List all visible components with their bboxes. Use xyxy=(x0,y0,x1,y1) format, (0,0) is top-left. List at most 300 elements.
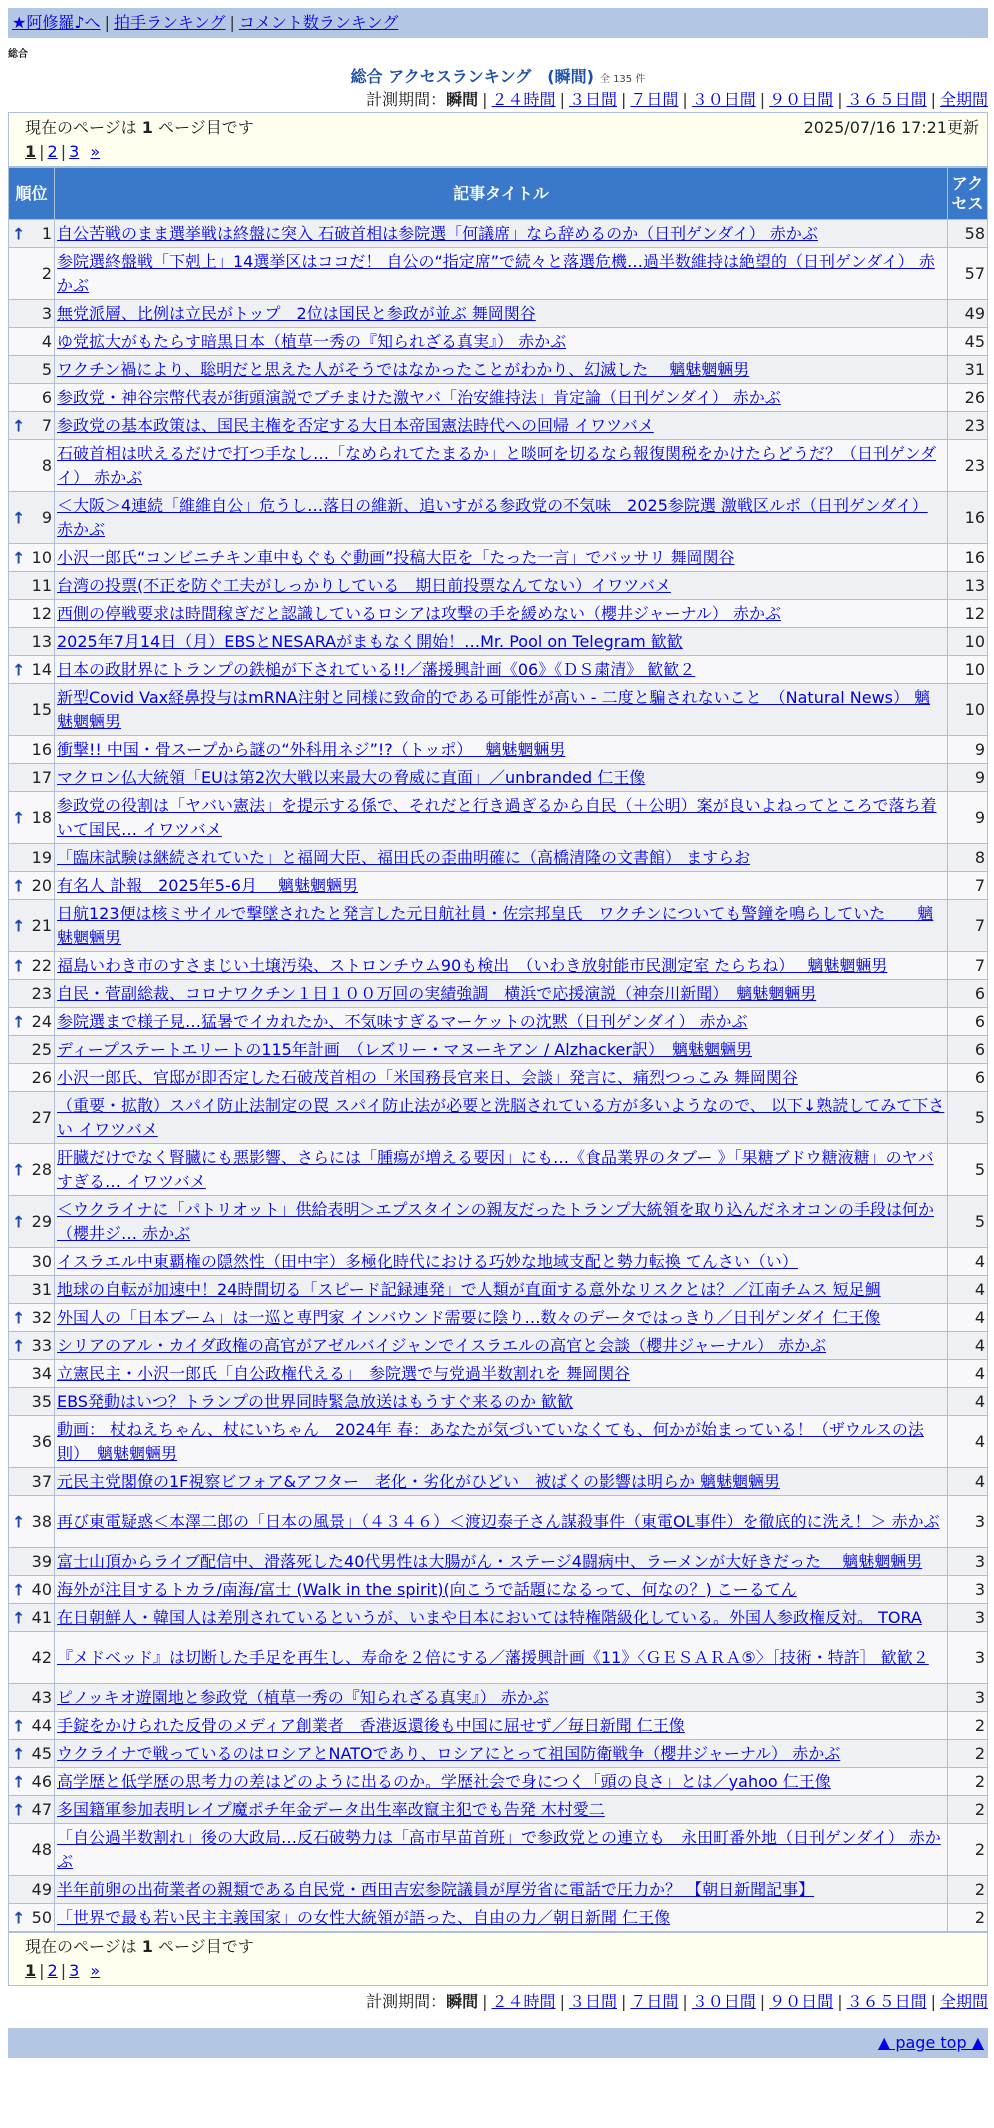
page-link[interactable]: 2 xyxy=(47,142,58,161)
article-link[interactable]: EBS発動はいつ？トランプの世界同時緊急放送はもうすぐ来るのか 歓歓 xyxy=(57,1391,574,1411)
title-cell xyxy=(55,1684,948,1712)
access-count: 7 xyxy=(948,952,988,980)
rank-number: 1 xyxy=(41,224,52,243)
article-link[interactable]: 2025年7月14日（月）EBSとNESARAがまもなく開始！…Mr. Pool on Telegram 歓歓 xyxy=(57,631,683,651)
title-cell xyxy=(55,492,948,544)
rank-cell xyxy=(9,1576,55,1604)
bottom-period-link[interactable]: 全期間 xyxy=(939,1992,988,2011)
rank-number: 3 xyxy=(41,304,52,323)
separator: | xyxy=(620,90,627,109)
rank-number: 49 xyxy=(31,1880,52,1899)
rank-number: 48 xyxy=(31,1840,52,1859)
rank-number: 42 xyxy=(31,1648,52,1667)
article-link[interactable]: 『メドベッド』は切断した手足を再生し、寿命を２倍にする／藩援興計画《11》〈ＧＥＳＡＲＡ⑤〉［技術・特許］ 歓歓２ xyxy=(57,1647,929,1667)
article-link[interactable]: 手錠をかけられた反骨のメディア創業者 香港返還後も中国に屈せず／毎日新聞 仁王像 xyxy=(57,1715,685,1735)
rank-number: 7 xyxy=(41,416,52,435)
article-link[interactable]: マクロン仏大統領「EUは第2次大戦以来最大の脅威に直面」／unbranded 仁王像 xyxy=(57,767,646,787)
article-link[interactable]: （重要・拡散）スパイ防止法制定の罠 スパイ防止法が必要と洗脳されている方が多いようなので、 以下↓熟読してみて下さい イワツバメ xyxy=(57,1095,945,1139)
article-link[interactable]: 元民主党閣僚の1F視察ビフォア&アフター 老化・劣化がひどい 被ばくの影響は明らか 魑魅魍魎男 xyxy=(57,1471,781,1491)
up-arrow-icon: ↑ xyxy=(12,548,26,567)
access-count: 9 xyxy=(948,764,988,792)
access-count: 2 xyxy=(948,1796,988,1824)
header-access: アクセス xyxy=(948,168,988,220)
article-link[interactable]: ディープステートエリートの115年計画 （レズリー・マヌーキアン / Alzhacker訳） 魑魅魍魎男 xyxy=(57,1039,752,1059)
rank-cell xyxy=(9,1304,55,1332)
bottom-period-link[interactable]: ９０日間 xyxy=(769,1992,834,2011)
up-arrow-icon: ↑ xyxy=(12,956,26,975)
article-link[interactable]: ワクチン禍により、聡明だと思えた人がそうではなかったことがわかり、幻滅した 魑魅魍魎男 xyxy=(57,359,750,379)
pagination xyxy=(25,140,979,166)
title-cell xyxy=(55,736,948,764)
table-row xyxy=(9,656,988,684)
rank-cell xyxy=(9,1740,55,1768)
article-link[interactable]: シリアのアル・カイダ政権の高官がアゼルバイジャンでイスラエルの高官と会談（櫻井ジャーナル） 赤かぶ xyxy=(57,1335,827,1355)
access-count: 13 xyxy=(948,572,988,600)
article-link[interactable]: 参院選まで様子見…猛暑でイカれたか、不気味すぎるマーケットの沈黙（日刊ゲンダイ） 赤かぶ xyxy=(57,1011,748,1031)
article-link[interactable]: 地球の自転が加速中！24時間切る「スピード記録連発」で人類が直面する意外なリスクとは？／江南チムス 短足鯛 xyxy=(57,1279,881,1299)
access-count: 10 xyxy=(948,684,988,736)
rank-number: 27 xyxy=(31,1108,52,1127)
table-row xyxy=(9,1576,988,1604)
article-link[interactable]: 高学歴と低学歴の思考力の差はどのように出るのか。学歴社会で身につく「頭の良さ」とは／yahoo 仁王像 xyxy=(57,1771,831,1791)
bottom-period-label: 計測期間： xyxy=(366,1992,447,2011)
rank-number: 24 xyxy=(31,1012,52,1031)
rank-number: 37 xyxy=(31,1472,52,1491)
title-cell xyxy=(55,328,948,356)
footer-bar xyxy=(8,2028,988,2058)
rank-number: 16 xyxy=(31,740,52,759)
article-link[interactable]: 参政党の基本政策は、国民主権を否定する大日本帝国憲法時代への回帰 イワツバメ xyxy=(57,415,654,435)
access-count: 49 xyxy=(948,300,988,328)
up-arrow-icon: ↑ xyxy=(12,1160,26,1179)
table-row xyxy=(9,1904,988,1932)
article-link[interactable]: 有名人 訃報 2025年5-6月 魑魅魍魎男 xyxy=(57,875,359,895)
access-count: 4 xyxy=(948,1248,988,1276)
article-link[interactable]: 多国籍軍参加表明レイプ魔ポチ年金データ出生率改竄主犯でも告発 木村愛二 xyxy=(57,1799,605,1819)
bottom-period-link[interactable]: ２４時間 xyxy=(491,1992,556,2011)
title-cell xyxy=(55,1468,948,1496)
title-cell xyxy=(55,1036,948,1064)
title-cell xyxy=(55,1144,948,1196)
title-cell xyxy=(55,1548,948,1576)
article-link[interactable]: 「自公過半数割れ」後の大政局…反石破勢力は「高市早苗首班」で参政党との連立も 永田町番外地（日刊ゲンダイ） 赤かぶ xyxy=(57,1827,941,1871)
rank-number: 18 xyxy=(31,808,52,827)
bottom-page-link[interactable]: 2 xyxy=(47,1961,58,1980)
access-count: 31 xyxy=(948,356,988,384)
access-count: 4 xyxy=(948,1332,988,1360)
up-arrow-icon: ↑ xyxy=(12,1512,26,1531)
rank-number: 25 xyxy=(31,1040,52,1059)
access-count: 3 xyxy=(948,1604,988,1632)
article-link[interactable]: 再び東電疑惑＜本澤二郎の「日本の風景」（４３４６）＜渡辺泰子さん謀殺事件（東電OL事件）を徹底的に洗え！＞ 赤かぶ xyxy=(57,1511,940,1531)
access-count: 4 xyxy=(948,1276,988,1304)
table-row xyxy=(9,300,988,328)
rank-number: 10 xyxy=(31,548,52,567)
rank-cell xyxy=(9,1796,55,1824)
table-row xyxy=(9,764,988,792)
title-cell xyxy=(55,900,948,952)
access-count: 3 xyxy=(948,1576,988,1604)
bottom-period-current: 瞬間 xyxy=(446,1992,479,2011)
article-link[interactable]: 参政党・神谷宗幣代表が街頭演説でブチまけた激ヤバ「治安維持法」肯定論（日刊ゲンダイ） 赤かぶ xyxy=(57,387,781,407)
article-link[interactable]: 日航123便は核ミサイルで撃墜されたと発言した元日航社員・佐宗邦皇氏 ワクチンについても警鐘を鳴らしていた 魑魅魍魎男 xyxy=(57,903,934,947)
period-label: 計測期間： xyxy=(366,90,447,109)
up-arrow-icon: ↑ xyxy=(12,1716,26,1735)
bottom-page-status: 現在のページは 1 ページ目です xyxy=(25,1937,254,1956)
rank-cell xyxy=(9,1904,55,1932)
period-link[interactable]: ２４時間 xyxy=(491,90,556,109)
period-link[interactable]: ３０日間 xyxy=(691,90,756,109)
up-arrow-icon: ↑ xyxy=(12,1336,26,1355)
article-link[interactable]: 石破首相は吠えるだけで打つ手なし…「なめられてたまるか」と啖呵を切るなら報復関税をかけたらどうだ？（日刊ゲンダイ） 赤かぶ xyxy=(57,443,937,487)
table-row xyxy=(9,356,988,384)
access-count: 4 xyxy=(948,1388,988,1416)
header-title: 記事タイトル xyxy=(55,168,948,220)
home-link[interactable]: ★阿修羅♪へ xyxy=(12,13,101,32)
article-link[interactable]: 新型Covid Vax経鼻投与はmRNA注射と同様に致命的である可能性が高い - 二度と騙されないこと （Natural News） 魑魅魍魎男 xyxy=(57,687,931,731)
title-cell xyxy=(55,872,948,900)
ranking-table xyxy=(8,167,988,1932)
pager-panel xyxy=(8,112,988,167)
separator: | xyxy=(759,1992,766,2011)
article-link[interactable]: 自民・菅副総裁、コロナワクチン１日１００万回の実績強調 横浜で応援演説（神奈川新聞） 魑魅魍魎男 xyxy=(57,983,817,1003)
rank-cell xyxy=(9,1008,55,1036)
rank-number: 33 xyxy=(31,1336,52,1355)
article-link[interactable]: 西側の停戦要求は時間稼ぎだと認識しているロシアは攻撃の手を緩めない（櫻井ジャーナル） 赤かぶ xyxy=(57,603,781,623)
rank-number: 38 xyxy=(31,1512,52,1531)
article-link[interactable]: 「臨床試験は継続されていた」と福岡大臣、福田氏の歪曲明確に（高橋清隆の文書館） ますらお xyxy=(57,847,751,867)
article-link[interactable]: 参政党の役割は「ヤバい憲法」を提示する係で、それだと行き過ぎるから自民（＋公明）案が良いよねってところで落ち着いて国民… イワツバメ xyxy=(57,795,937,839)
article-link[interactable]: 台湾の投票(不正を防ぐ工夫がしっかりしている 期日前投票なんてない）イワツバメ xyxy=(57,575,671,595)
article-link[interactable]: 立憲民主・小沢一郎氏「自公政権代える」 参院選で与党過半数割れを 舞岡関谷 xyxy=(57,1363,631,1383)
title-cell xyxy=(55,1196,948,1248)
page-title-text: 総合 アクセスランキング (瞬間) xyxy=(350,67,594,86)
article-link[interactable]: ウクライナで戦っているのはロシアとNATOであり、ロシアにとって祖国防衛戦争（櫻井ジャーナル） 赤かぶ xyxy=(57,1743,841,1763)
rank-cell xyxy=(9,872,55,900)
period-link[interactable]: ９０日間 xyxy=(769,90,834,109)
article-link[interactable]: ＜ウクライナに「パトリオット」供給表明＞エプスタインの親友だったトランプ大統領を取り込んだネオコンの手段は何か（櫻井ジ… 赤かぶ xyxy=(57,1199,934,1243)
separator: | xyxy=(837,1992,843,2011)
rank-number: 22 xyxy=(31,956,52,975)
page-top-link[interactable]: ▲ page top ▲ xyxy=(877,2033,984,2052)
rank-cell xyxy=(9,900,55,952)
period-current: 瞬間 xyxy=(446,90,479,109)
access-count: 16 xyxy=(948,492,988,544)
up-arrow-icon: ↑ xyxy=(12,1608,26,1627)
title-cell xyxy=(55,1576,948,1604)
separator xyxy=(82,142,87,161)
access-count: 2 xyxy=(948,1876,988,1904)
title-cell xyxy=(55,1008,948,1036)
period-link[interactable]: ３日間 xyxy=(568,90,617,109)
table-row xyxy=(9,544,988,572)
rank-number: 30 xyxy=(31,1252,52,1271)
rank-number: 23 xyxy=(31,984,52,1003)
separator: | xyxy=(837,90,843,109)
rank-number: 41 xyxy=(31,1608,52,1627)
article-link[interactable]: ゆ党拡大がもたらす暗黒日本（植草一秀の『知られざる真実』） 赤かぶ xyxy=(57,331,567,351)
access-count: 3 xyxy=(948,1684,988,1712)
article-link[interactable]: 福島いわき市のすさまじい土壌汚染、ストロンチウム90も検出 （いわき放射能市民測定室 たらちね） 魑魅魍魎男 xyxy=(57,955,888,975)
rank-number: 43 xyxy=(31,1688,52,1707)
up-arrow-icon: ↑ xyxy=(12,1772,26,1791)
table-row xyxy=(9,1604,988,1632)
title-cell xyxy=(55,600,948,628)
separator: | xyxy=(39,1961,45,1980)
title-cell xyxy=(55,1768,948,1796)
access-count: 2 xyxy=(948,1712,988,1740)
rank-cell xyxy=(9,572,55,600)
bottom-period-selector xyxy=(8,1988,988,2016)
separator: | xyxy=(930,1992,936,2011)
bottom-page-link[interactable]: 3 xyxy=(69,1961,80,1980)
title-cell xyxy=(55,1712,948,1740)
access-count: 5 xyxy=(948,1196,988,1248)
title-cell xyxy=(55,1604,948,1632)
access-count: 57 xyxy=(948,248,988,300)
separator: | xyxy=(759,90,766,109)
title-cell xyxy=(55,544,948,572)
access-count: 5 xyxy=(948,1144,988,1196)
article-link[interactable]: 外国人の「日本ブーム」は一巡と専門家 インバウンド需要に陰り…数々のデータではっきり／日刊ゲンダイ 仁王像 xyxy=(57,1307,881,1327)
page-current: 1 xyxy=(25,142,37,161)
access-count: 7 xyxy=(948,900,988,952)
access-count: 58 xyxy=(948,220,988,248)
access-count: 3 xyxy=(948,1632,988,1684)
rank-cell xyxy=(9,656,55,684)
rank-number: 44 xyxy=(31,1716,52,1735)
title-cell xyxy=(55,844,948,872)
table-row xyxy=(9,492,988,544)
up-arrow-icon: ↑ xyxy=(12,224,26,243)
period-link[interactable]: ３６５日間 xyxy=(846,90,927,109)
rank-cell xyxy=(9,1388,55,1416)
bottom-page-link[interactable]: » xyxy=(90,1961,101,1980)
rank-cell xyxy=(9,1684,55,1712)
rank-number: 19 xyxy=(31,848,52,867)
rank-cell xyxy=(9,492,55,544)
table-row xyxy=(9,872,988,900)
rank-number: 4 xyxy=(41,332,52,351)
period-link[interactable]: ７日間 xyxy=(630,90,679,109)
title-cell xyxy=(55,1388,948,1416)
bottom-period-link[interactable]: ３日間 xyxy=(568,1992,617,2011)
up-arrow-icon: ↑ xyxy=(12,1580,26,1599)
article-link[interactable]: 海外が注目するトカラ/南海/富士 (Walk in the spirit)(向こうで話題になるって、何なの？) こーるてん xyxy=(57,1579,797,1599)
rank-cell xyxy=(9,628,55,656)
rank-number: 28 xyxy=(31,1160,52,1179)
rank-cell xyxy=(9,736,55,764)
article-link[interactable]: 無党派層、比例は立民がトップ 2位は国民と参政が並ぶ 舞岡関谷 xyxy=(57,303,536,323)
article-link[interactable]: ピノッキオ遊園地と参政党（植草一秀の『知られざる真実』） 赤かぶ xyxy=(57,1687,549,1707)
title-cell xyxy=(55,980,948,1008)
rank-cell xyxy=(9,1632,55,1684)
article-link[interactable]: 肝臓だけでなく腎臓にも悪影響、さらには「腫瘍が増える要因」にも…《食品業界のタブー 》「果糖ブドウ糖液糖」のヤバすぎる… イワツバメ xyxy=(57,1147,934,1191)
rank-number: 20 xyxy=(31,876,52,895)
comment-ranking-link[interactable]: コメント数ランキング xyxy=(238,13,399,32)
up-arrow-icon: ↑ xyxy=(12,916,26,935)
table-row xyxy=(9,328,988,356)
rank-cell xyxy=(9,952,55,980)
top-nav: ★阿修羅♪へ | 拍手ランキング | コメント数ランキング xyxy=(8,8,988,38)
rank-cell xyxy=(9,1332,55,1360)
title-cell xyxy=(55,1632,948,1684)
rank-number: 21 xyxy=(31,916,52,935)
separator: | xyxy=(60,142,67,161)
access-count: 12 xyxy=(948,600,988,628)
title-cell xyxy=(55,1824,948,1876)
table-row xyxy=(9,220,988,248)
rank-cell xyxy=(9,1092,55,1144)
title-cell xyxy=(55,1740,948,1768)
access-count: 6 xyxy=(948,1036,988,1064)
separator: | xyxy=(60,1961,67,1980)
article-link[interactable]: 自公苦戦のまま選挙戦は終盤に突入 石破首相は参院選「何議席」なら辞めるのか（日刊ゲンダイ） 赤かぶ xyxy=(57,223,818,243)
access-count: 23 xyxy=(948,440,988,492)
rank-cell xyxy=(9,980,55,1008)
article-link[interactable]: 衝撃!! 中国・骨スープから謎の“外科用ネジ”!?（トッポ） 魑魅魍魎男 xyxy=(57,739,566,759)
access-count: 26 xyxy=(948,384,988,412)
access-count: 4 xyxy=(948,1468,988,1496)
title-cell xyxy=(55,1876,948,1904)
title-cell xyxy=(55,628,948,656)
title-cell xyxy=(55,300,948,328)
rank-number: 15 xyxy=(31,700,52,719)
rank-number: 45 xyxy=(31,1744,52,1763)
title-cell xyxy=(55,248,948,300)
rank-number: 31 xyxy=(31,1280,52,1299)
table-row xyxy=(9,1684,988,1712)
article-link[interactable]: 動画： 杖ねえちゃん、杖にいちゃん 2024年 春：あなたが気づいていなくても、何かが始まっている！（ザウルスの法則） 魑魅魍魎男 xyxy=(57,1419,924,1463)
title-cell xyxy=(55,1092,948,1144)
applause-ranking-link[interactable]: 拍手ランキング xyxy=(113,13,226,32)
bottom-period-link[interactable]: ７日間 xyxy=(630,1992,679,2011)
article-link[interactable]: 富士山頂からライブ配信中、滑落死した40代男性は大腸がん・ステージ4闘病中、ラーメンが大好きだった 魑魅魍魎男 xyxy=(57,1551,923,1571)
article-link[interactable]: 「世界で最も若い民主主義国家」の女性大統領が語った、自由の力／朝日新聞 仁王像 xyxy=(57,1907,671,1927)
up-arrow-icon: ↑ xyxy=(12,1744,26,1763)
rank-cell xyxy=(9,356,55,384)
access-count: 5 xyxy=(948,1092,988,1144)
rank-number: 2 xyxy=(41,264,52,283)
rank-number: 39 xyxy=(31,1552,52,1571)
rank-number: 47 xyxy=(31,1800,52,1819)
up-arrow-icon: ↑ xyxy=(12,808,26,827)
title-cell xyxy=(55,1360,948,1388)
bottom-period-link[interactable]: ３６５日間 xyxy=(846,1992,927,2011)
rank-number: 35 xyxy=(31,1392,52,1411)
rank-cell xyxy=(9,684,55,736)
rank-cell xyxy=(9,600,55,628)
item-count: 全 135 件 xyxy=(599,74,646,85)
rank-cell xyxy=(9,1276,55,1304)
access-count: 45 xyxy=(948,328,988,356)
page-link[interactable]: 3 xyxy=(69,142,80,161)
rank-number: 13 xyxy=(31,632,52,651)
table-row xyxy=(9,1064,988,1092)
page-title xyxy=(8,66,988,88)
rank-cell xyxy=(9,1548,55,1576)
title-cell xyxy=(55,1248,948,1276)
article-link[interactable]: ＜大阪＞4連続「維維自公」危うし…落日の維新、追いすがる参政党の不気味 2025参院選 激戦区ルポ（日刊ゲンダイ） 赤かぶ xyxy=(57,495,928,539)
article-link[interactable]: 日本の政財界にトランプの鉄槌が下されている!!／藩援興計画《06》《ＤＳ粛清》 歓歓２ xyxy=(57,659,696,679)
title-cell xyxy=(55,220,948,248)
table-row xyxy=(9,980,988,1008)
title-cell xyxy=(55,1496,948,1548)
rank-cell xyxy=(9,1768,55,1796)
table-row xyxy=(9,900,988,952)
page-link[interactable]: » xyxy=(90,142,101,161)
access-count: 7 xyxy=(948,872,988,900)
rank-cell xyxy=(9,1360,55,1388)
rank-number: 32 xyxy=(31,1308,52,1327)
rank-cell xyxy=(9,792,55,844)
rank-number: 17 xyxy=(31,768,52,787)
article-link[interactable]: 在日朝鮮人・韓国人は差別されているというが、いまや日本においては特権階級化している。外国人参政権反対。 TORA xyxy=(57,1607,922,1627)
table-row xyxy=(9,1876,988,1904)
rank-number: 40 xyxy=(31,1580,52,1599)
table-row xyxy=(9,1548,988,1576)
rank-cell xyxy=(9,1064,55,1092)
title-cell xyxy=(55,1304,948,1332)
bottom-pager-panel xyxy=(8,1932,988,1986)
title-cell xyxy=(55,1332,948,1360)
rank-cell xyxy=(9,1144,55,1196)
article-link[interactable]: イスラエル中東覇権の隠然性（田中宇）多極化時代における巧妙な地域支配と勢力転換 てんさい（い） xyxy=(57,1251,798,1271)
period-link[interactable]: 全期間 xyxy=(939,90,988,109)
separator: | xyxy=(682,1992,688,2011)
table-row xyxy=(9,1768,988,1796)
rank-number: 11 xyxy=(31,576,52,595)
bottom-period-link[interactable]: ３０日間 xyxy=(691,1992,756,2011)
rank-cell xyxy=(9,1876,55,1904)
table-row xyxy=(9,384,988,412)
period-selector xyxy=(8,88,988,112)
title-cell xyxy=(55,792,948,844)
separator: | xyxy=(482,1992,488,2011)
table-row xyxy=(9,572,988,600)
separator: | xyxy=(559,1992,565,2011)
article-link[interactable]: 小沢一郎氏、官邸が即否定した石破茂首相の「米国務長官来日、会談」発言に、痛烈つっこみ 舞岡関谷 xyxy=(57,1067,798,1087)
table-row xyxy=(9,952,988,980)
rank-cell xyxy=(9,248,55,300)
rank-cell xyxy=(9,220,55,248)
article-link[interactable]: 参院選終盤戦「下剋上」14選挙区はココだ！ 自公の“指定席”で続々と落選危機…過半数維持は絶望的（日刊ゲンダイ） 赤かぶ xyxy=(57,251,935,295)
bottom-page-current: 1 xyxy=(25,1961,37,1980)
rank-number: 50 xyxy=(31,1908,52,1927)
rank-cell xyxy=(9,440,55,492)
access-count: 4 xyxy=(948,1416,988,1468)
access-count: 3 xyxy=(948,1496,988,1548)
table-row xyxy=(9,1332,988,1360)
article-link[interactable]: 小沢一郎氏“コンビニチキン車中もぐもぐ動画”投稿大臣を「たった一言」でバッサリ 舞岡関谷 xyxy=(57,547,735,567)
page-status: 現在のページは 1 ページ目です xyxy=(25,118,254,137)
table-row xyxy=(9,1092,988,1144)
separator: | xyxy=(559,90,565,109)
rank-cell xyxy=(9,328,55,356)
title-cell xyxy=(55,412,948,440)
title-cell xyxy=(55,384,948,412)
article-link[interactable]: 半年前卵の出荷業者の親類である自民党・西田吉宏参院議員が厚労省に電話で圧力か？ 【朝日新聞記事】 xyxy=(57,1879,815,1899)
up-arrow-icon: ↑ xyxy=(12,416,26,435)
access-count: 3 xyxy=(948,1548,988,1576)
category-label: 総合 xyxy=(8,49,28,60)
rank-cell xyxy=(9,1416,55,1468)
title-cell xyxy=(55,1276,948,1304)
up-arrow-icon: ↑ xyxy=(12,508,26,527)
access-count: 23 xyxy=(948,412,988,440)
table-row xyxy=(9,1712,988,1740)
table-row xyxy=(9,440,988,492)
